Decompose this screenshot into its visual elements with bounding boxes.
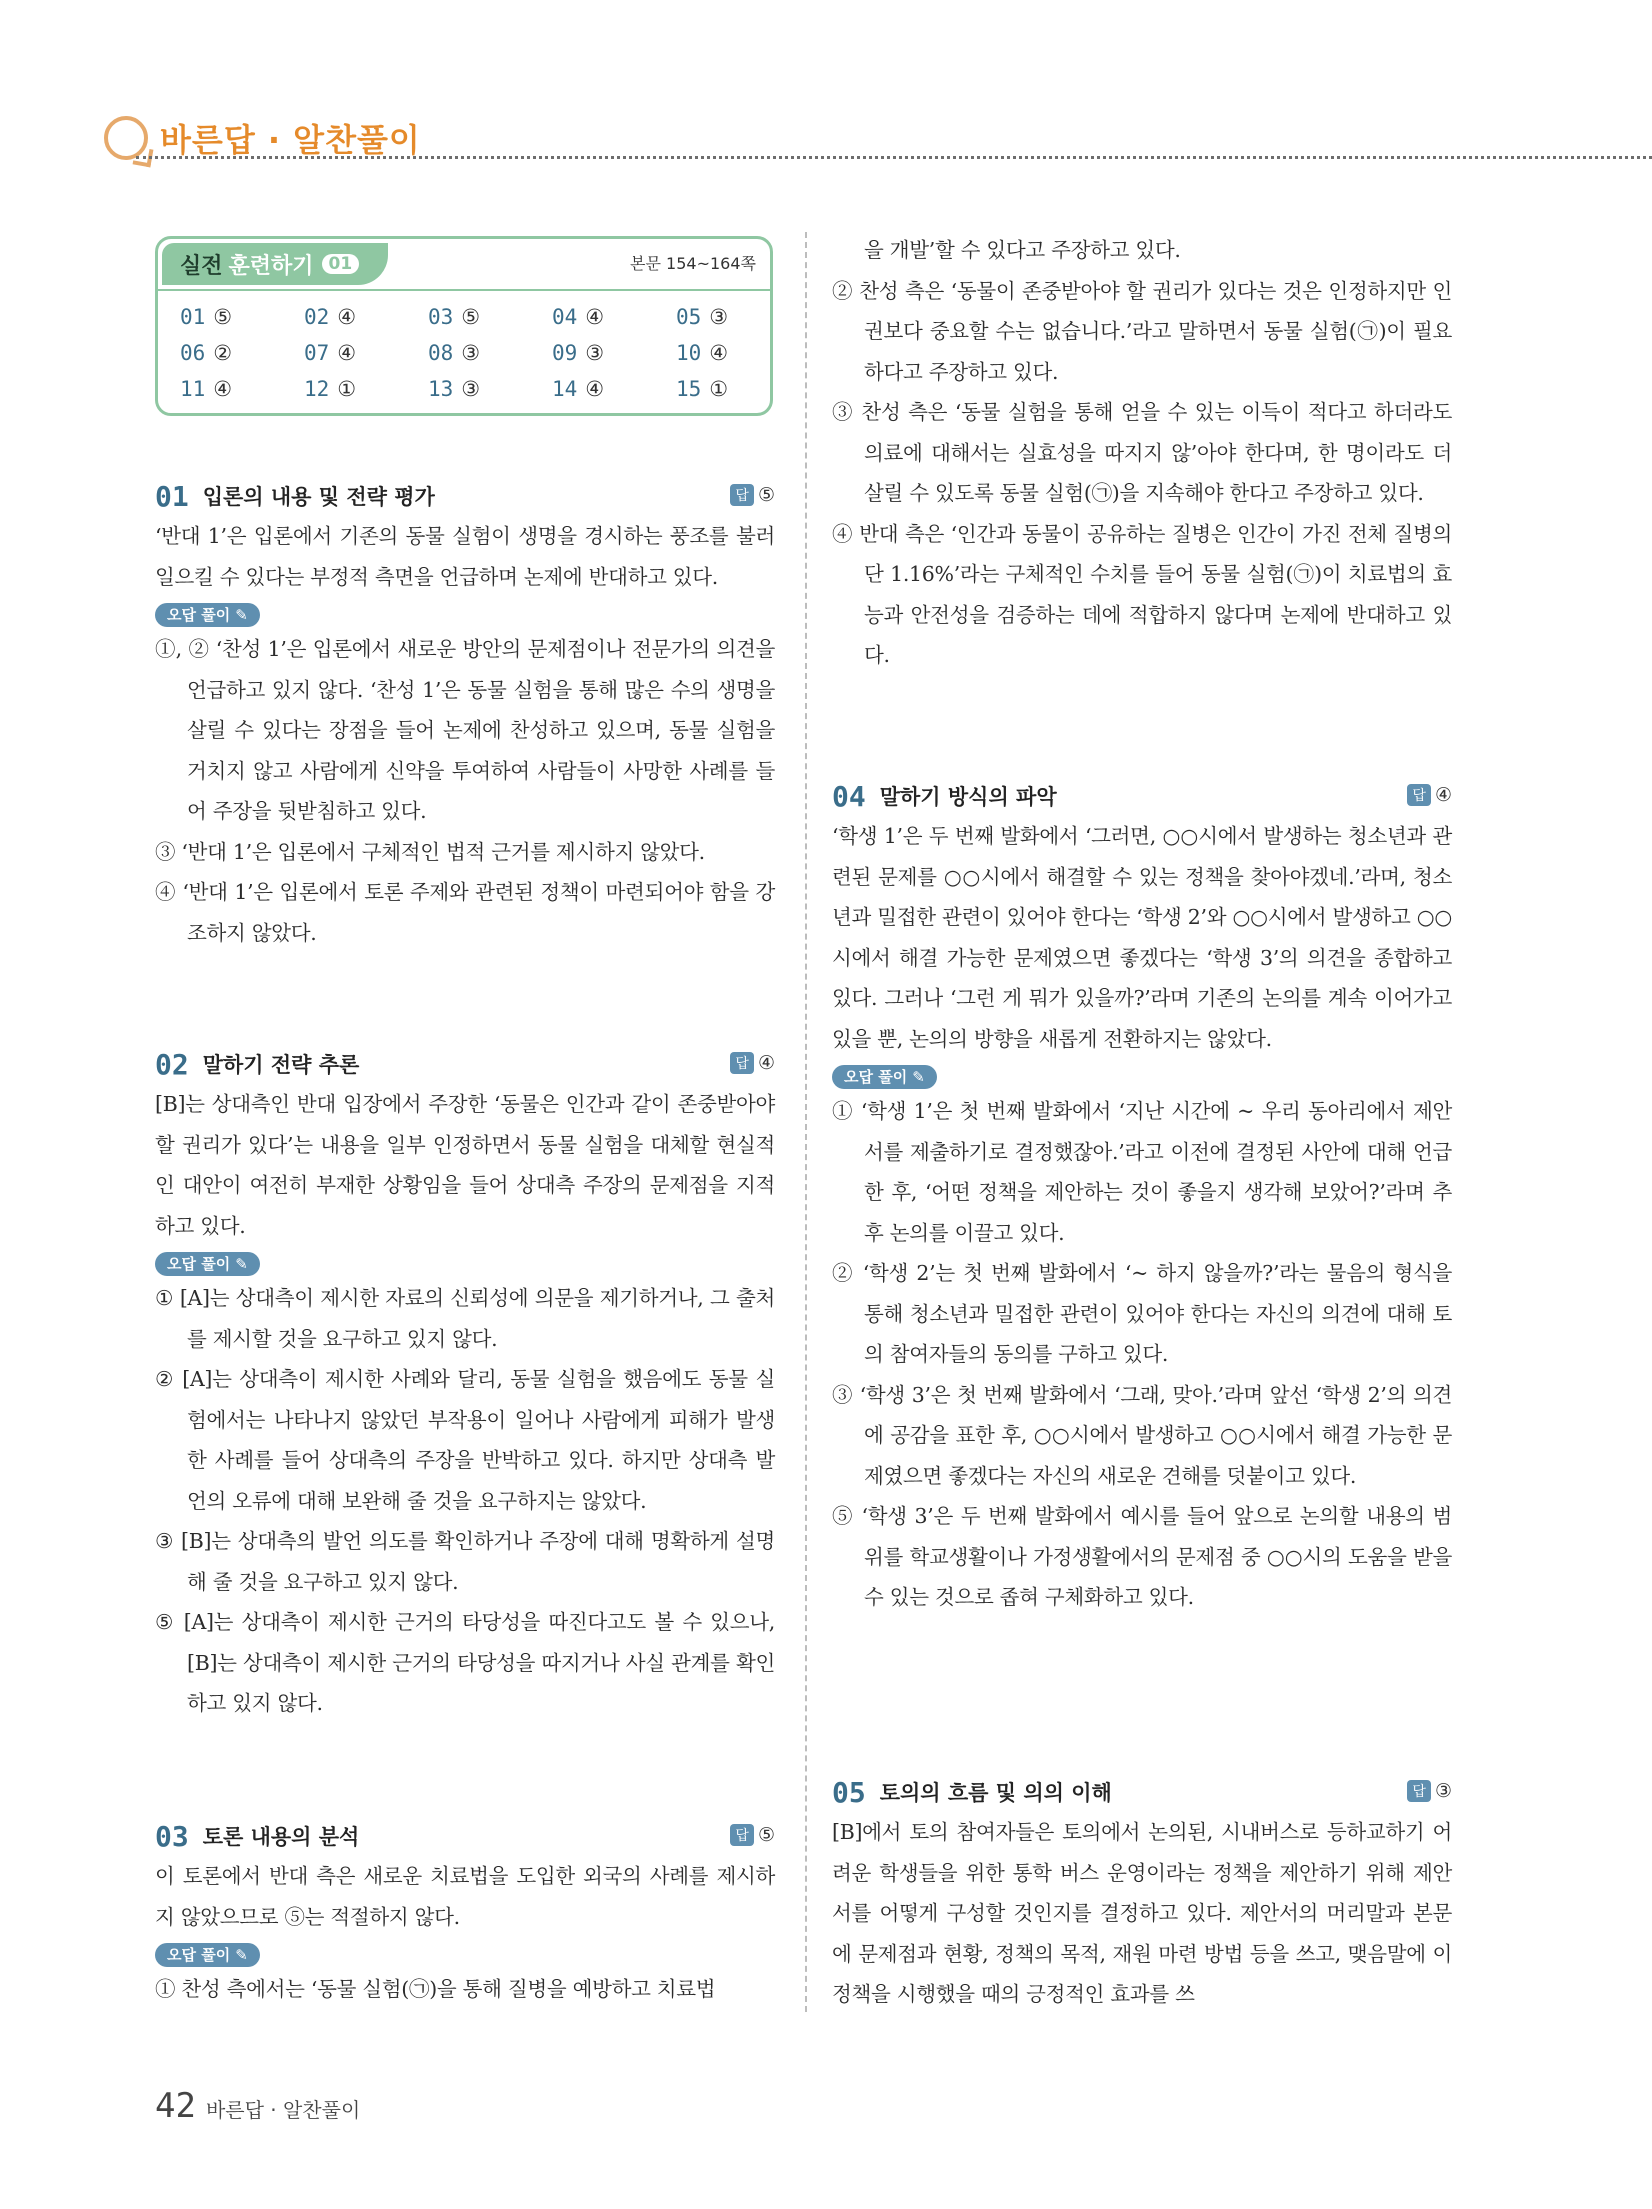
wrong-answer-item: ④ ‘반대 1’은 입론에서 토론 주제와 관련된 정책이 마련되어야 함을 강조하지 않았다. [155,880,775,945]
answer-key-cell [552,377,676,401]
section-number: 01 [155,479,189,513]
answer-choice: ⑤ [213,305,233,329]
section-05 [832,1772,1452,2015]
pencil-icon: ✎ [235,1946,248,1964]
section-number: 02 [155,1047,189,1081]
wrong-answer-item: ② [A]는 상대측이 제시한 사례와 달리, 동물 실험을 했음에도 동물 실험에서는 나타나지 않았던 부작용이 일어나 사람에게 피해가 발생한 사례를 들어 상대측의 주장을 반박하고 있다. 하지만 상대측 발언의 오류에 대해 보완해 줄 것을 요구하지는 않았다. [155,1367,775,1513]
answer-choice: ④ [585,305,605,329]
footer-title: 바른답 · 알찬풀이 [205,2098,361,2122]
answer-choice: ③ [461,341,481,365]
section-title: 입론의 내용 및 전략 평가 [202,485,435,509]
answer-label: 답 [730,1052,754,1074]
section-header [832,1772,1452,1812]
section-title: 토의의 흐름 및 의의 이해 [879,1781,1112,1805]
section-answer [730,1824,775,1846]
section-title: 말하기 방식의 파악 [879,785,1057,809]
answer-label: 답 [730,1824,754,1846]
page-number: 42 [155,2086,196,2126]
pencil-icon: ✎ [912,1068,925,1086]
answer-key-cell [180,377,304,401]
page-footer [155,2086,360,2126]
answer-key-cell [552,305,676,329]
answer-number: 07 [304,341,330,365]
section-header [832,776,1452,816]
answer-key-cell [180,305,304,329]
answer-key-cell [428,341,552,365]
answer-choice: ④ [709,341,729,365]
answer-key-cell [304,377,428,401]
wrong-answer-item: ② ‘학생 2’는 첫 번째 발화에서 ‘~ 하지 않을까?’라는 물음의 형식을 통해 청소년과 밀접한 관련이 있어야 한다는 자신의 의견에 대해 토의 참여자들의 동의를 구하고 있다. [832,1261,1452,1366]
section-header [155,1816,775,1856]
section-title: 말하기 전략 추론 [202,1053,360,1077]
wrong-answer-item: ③ ‘학생 3’은 첫 번째 발화에서 ‘그래, 맞아.’라며 앞선 ‘학생 2’의 의견에 공감을 표한 후, ○○시에서 발생하고 ○○시에서 해결 가능한 문제였으면 좋겠다는 자신의 새로운 견해를 덧붙이고 있다. [832,1382,1452,1488]
answer-number: 01 [180,305,206,329]
wrong-answer-badge [155,603,260,627]
section-answer [730,1052,775,1074]
answer-choice: ③ [709,305,729,329]
page-header [104,108,421,168]
answer-label: 답 [1407,784,1431,806]
wrong-answer-label: 오답 풀이 [167,1255,231,1273]
answer-choice: ④ [337,341,357,365]
section-02 [155,1044,775,1724]
answer-number: 09 [552,341,578,365]
answer-number: 06 [180,341,206,365]
answer-number: 13 [428,377,454,401]
section-number: 04 [832,779,866,813]
answer-key-cell [552,341,676,365]
answer-value: ⑤ [757,1824,775,1846]
section-03-continued [832,230,1452,676]
section-number: 05 [832,1775,866,1809]
answer-number: 14 [552,377,578,401]
answer-key-cell [676,305,800,329]
pencil-icon: ✎ [235,1255,248,1273]
wrong-answer-badge [155,1943,260,1967]
answer-number: 12 [304,377,330,401]
answer-value: ⑤ [757,484,775,506]
answer-number: 05 [676,305,702,329]
answer-number: 15 [676,377,702,401]
lightbulb-icon [104,116,148,160]
wrong-answer-item: ① ‘학생 1’은 첫 번째 발화에서 ‘지난 시간에 ~ 우리 동아리에서 제안서를 제출하기로 결정했잖아.’라고 이전에 결정된 사안에 대해 언급한 후, ‘어떤 정책을 제안하는 것이 좋을지 생각해 보았어?’라며 추후 논의를 이끌고 있다. [832,1099,1452,1245]
wrong-answer-label: 오답 풀이 [844,1068,908,1086]
answer-label: 답 [730,484,754,506]
wrong-answer-item: ① [A]는 상대측이 제시한 자료의 신뢰성에 의문을 제기하거나, 그 출처를 제시할 것을 요구하고 있지 않다. [155,1286,775,1351]
wrong-answer-badge [155,1252,260,1276]
answer-choice: ② [213,341,233,365]
wrong-answer-item: ③ ‘반대 1’은 입론에서 구체적인 법적 근거를 제시하지 않았다. [155,839,705,864]
answer-key-title-a: 실전 [180,253,223,279]
pencil-icon: ✎ [235,606,248,624]
answer-key-cell [676,377,800,401]
column-divider [805,232,807,2012]
answer-key-row [180,371,800,407]
answer-key-cell [180,341,304,365]
section-header [155,1044,775,1084]
wrong-answer-item: ①, ② ‘찬성 1’은 입론에서 새로운 방안의 문제점이나 전문가의 의견을 언급하고 있지 않다. ‘찬성 1’은 동물 실험을 통해 많은 수의 생명을 살릴 수 있다는 장점을 들어 논제에 찬성하고 있으며, 동물 실험을 거치지 않고 사람에게 신약을 투여하여 사람들이 사망한 사례를 들어 주장을 뒷받침하고 있다. [155,637,775,823]
answer-choice: ① [709,377,729,401]
wrong-answer-label: 오답 풀이 [167,606,231,624]
section-answer [1407,784,1452,806]
answer-number: 11 [180,377,206,401]
answer-choice: ④ [337,305,357,329]
explanation-text: [B]에서 토의 참여자들은 토의에서 논의된, 시내버스로 등하교하기 어려운 학생들을 위한 통학 버스 운영이라는 정책을 제안하기 위해 제안서를 어떻게 구성할 것인지를 결정하고 있다. 제안서의 머리말과 본문에 문제점과 현황, 정책의 목적, 재원 마련 방법 등을 쓰고, 맺음말에 이 정책을 시행했을 때의 긍정적인 효과를 쓰 [832,1820,1452,2006]
answer-choice: ⑤ [461,305,481,329]
answer-value: ③ [1434,1780,1452,1802]
answer-key-row [180,335,800,371]
answer-key-row [180,299,800,335]
answer-value: ④ [757,1052,775,1074]
wrong-answer-item: ⑤ ‘학생 3’은 두 번째 발화에서 예시를 들어 앞으로 논의할 내용의 범위를 학교생활이나 가정생활에서의 문제점 중 ○○시의 도움을 받을 수 있는 것으로 좁혀 구체화하고 있다. [832,1504,1452,1609]
section-header [155,476,775,516]
answer-number: 10 [676,341,702,365]
answer-key-cell [304,305,428,329]
wrong-answer-label: 오답 풀이 [167,1946,231,1964]
section-answer [730,484,775,506]
answer-number: 02 [304,305,330,329]
answer-choice: ④ [213,377,233,401]
wrong-answer-item: ⑤ [A]는 상대측이 제시한 근거의 타당성을 따진다고도 볼 수 있으나, [B]는 상대측이 제시한 근거의 타당성을 따지거나 사실 관계를 확인하고 있지 않다. [155,1610,775,1715]
wrong-answer-item: ② 찬성 측은 ‘동물이 존중받아야 할 권리가 있다는 것은 인정하지만 인권보다 중요할 수는 없습니다.’라고 말하면서 동물 실험(㉠)이 필요하다고 주장하고 있다. [832,278,1452,384]
answer-choice: ① [337,377,357,401]
section-01 [155,476,775,953]
answer-key-cell [676,341,800,365]
answer-key-divider [158,289,770,291]
answer-key-cell [428,305,552,329]
header-title: 바른답 · 알찬풀이 [160,121,421,159]
wrong-answer-item: ③ 찬성 측은 ‘동물 실험을 통해 얻을 수 있는 이득이 적다고 하더라도 의료에 대해서는 실효성을 따지지 않’아야 한다며, 한 명이라도 더 살릴 수 있도록 동물 실험(㉠)을 지속해야 한다고 주장하고 있다. [832,400,1452,505]
wrong-answer-badge [832,1065,937,1089]
answer-key-title-b: 훈련하기 [228,253,314,279]
explanation-text: ‘반대 1’은 입론에서 기존의 동물 실험이 생명을 경시하는 풍조를 불러일으킬 수 있다는 부정적 측면을 언급하며 논제에 반대하고 있다. [155,524,775,589]
answer-key-tab [162,243,388,285]
answer-value: ④ [1434,784,1452,806]
explanation-text: [B]는 상대측인 반대 입장에서 주장한 ‘동물은 인간과 같이 존중받아야 할 권리가 있다’는 내용을 일부 인정하면서 동물 실험을 대체할 현실적인 대안이 여전히 부재한 상황임을 들어 상대측 주장의 문제점을 지적하고 있다. [155,1092,775,1238]
wrong-answer-item: ① 찬성 측에서는 ‘동물 실험(㉠)을 통해 질병을 예방하고 치료법 [155,1977,716,2001]
wrong-answer-item: ④ 반대 측은 ‘인간과 동물이 공유하는 질병은 인간이 가진 전체 질병의 단 1.16%’라는 구체적인 수치를 들어 동물 실험(㉠)이 치료법의 효능과 안전성을 검증하는 데에 적합하지 않다며 논제에 반대하고 있다. [832,521,1452,667]
answer-choice: ④ [585,377,605,401]
section-answer [1407,1780,1452,1802]
section-03 [155,1816,775,2010]
answer-key-grid [180,299,800,407]
answer-key-cell [428,377,552,401]
answer-key-badge: 01 [322,254,360,274]
answer-number: 08 [428,341,454,365]
answer-number: 03 [428,305,454,329]
section-number: 03 [155,1819,189,1853]
answer-key-cell [304,341,428,365]
answer-key-box [155,236,773,416]
answer-choice: ③ [461,377,481,401]
answer-label: 답 [1407,1780,1431,1802]
answer-key-page-ref: 본문 154~164쪽 [630,254,756,273]
wrong-answer-continued: 을 개발’할 수 있다고 주장하고 있다. [864,238,1181,262]
answer-number: 04 [552,305,578,329]
section-title: 토론 내용의 분석 [202,1825,360,1849]
explanation-text: ‘학생 1’은 두 번째 발화에서 ‘그러면, ○○시에서 발생하는 청소년과 관련된 문제를 ○○시에서 해결할 수 있는 정책을 찾아야겠네.’라며, 청소년과 밀접한 관련이 있어야 한다는 ‘학생 2’와 ○○시에서 발생하고 ○○시에서 해결 가능한 문제였으면 좋겠다는 ‘학생 3’의 의견을 종합하고 있다. 그러나 ‘그런 게 뭐가 있을까?’라며 기존의 논의를 계속 이어가고 있을 뿐, 논의의 방향을 새롭게 전환하지는 않았다. [832,824,1452,1051]
explanation-text: 이 토론에서 반대 측은 새로운 치료법을 도입한 외국의 사례를 제시하지 않았으므로 ⑤는 적절하지 않다. [155,1864,775,1929]
wrong-answer-item: ③ [B]는 상대측의 발언 의도를 확인하거나 주장에 대해 명확하게 설명해 줄 것을 요구하고 있지 않다. [155,1529,775,1594]
answer-choice: ③ [585,341,605,365]
section-04 [832,776,1452,1618]
header-divider [136,156,1652,159]
